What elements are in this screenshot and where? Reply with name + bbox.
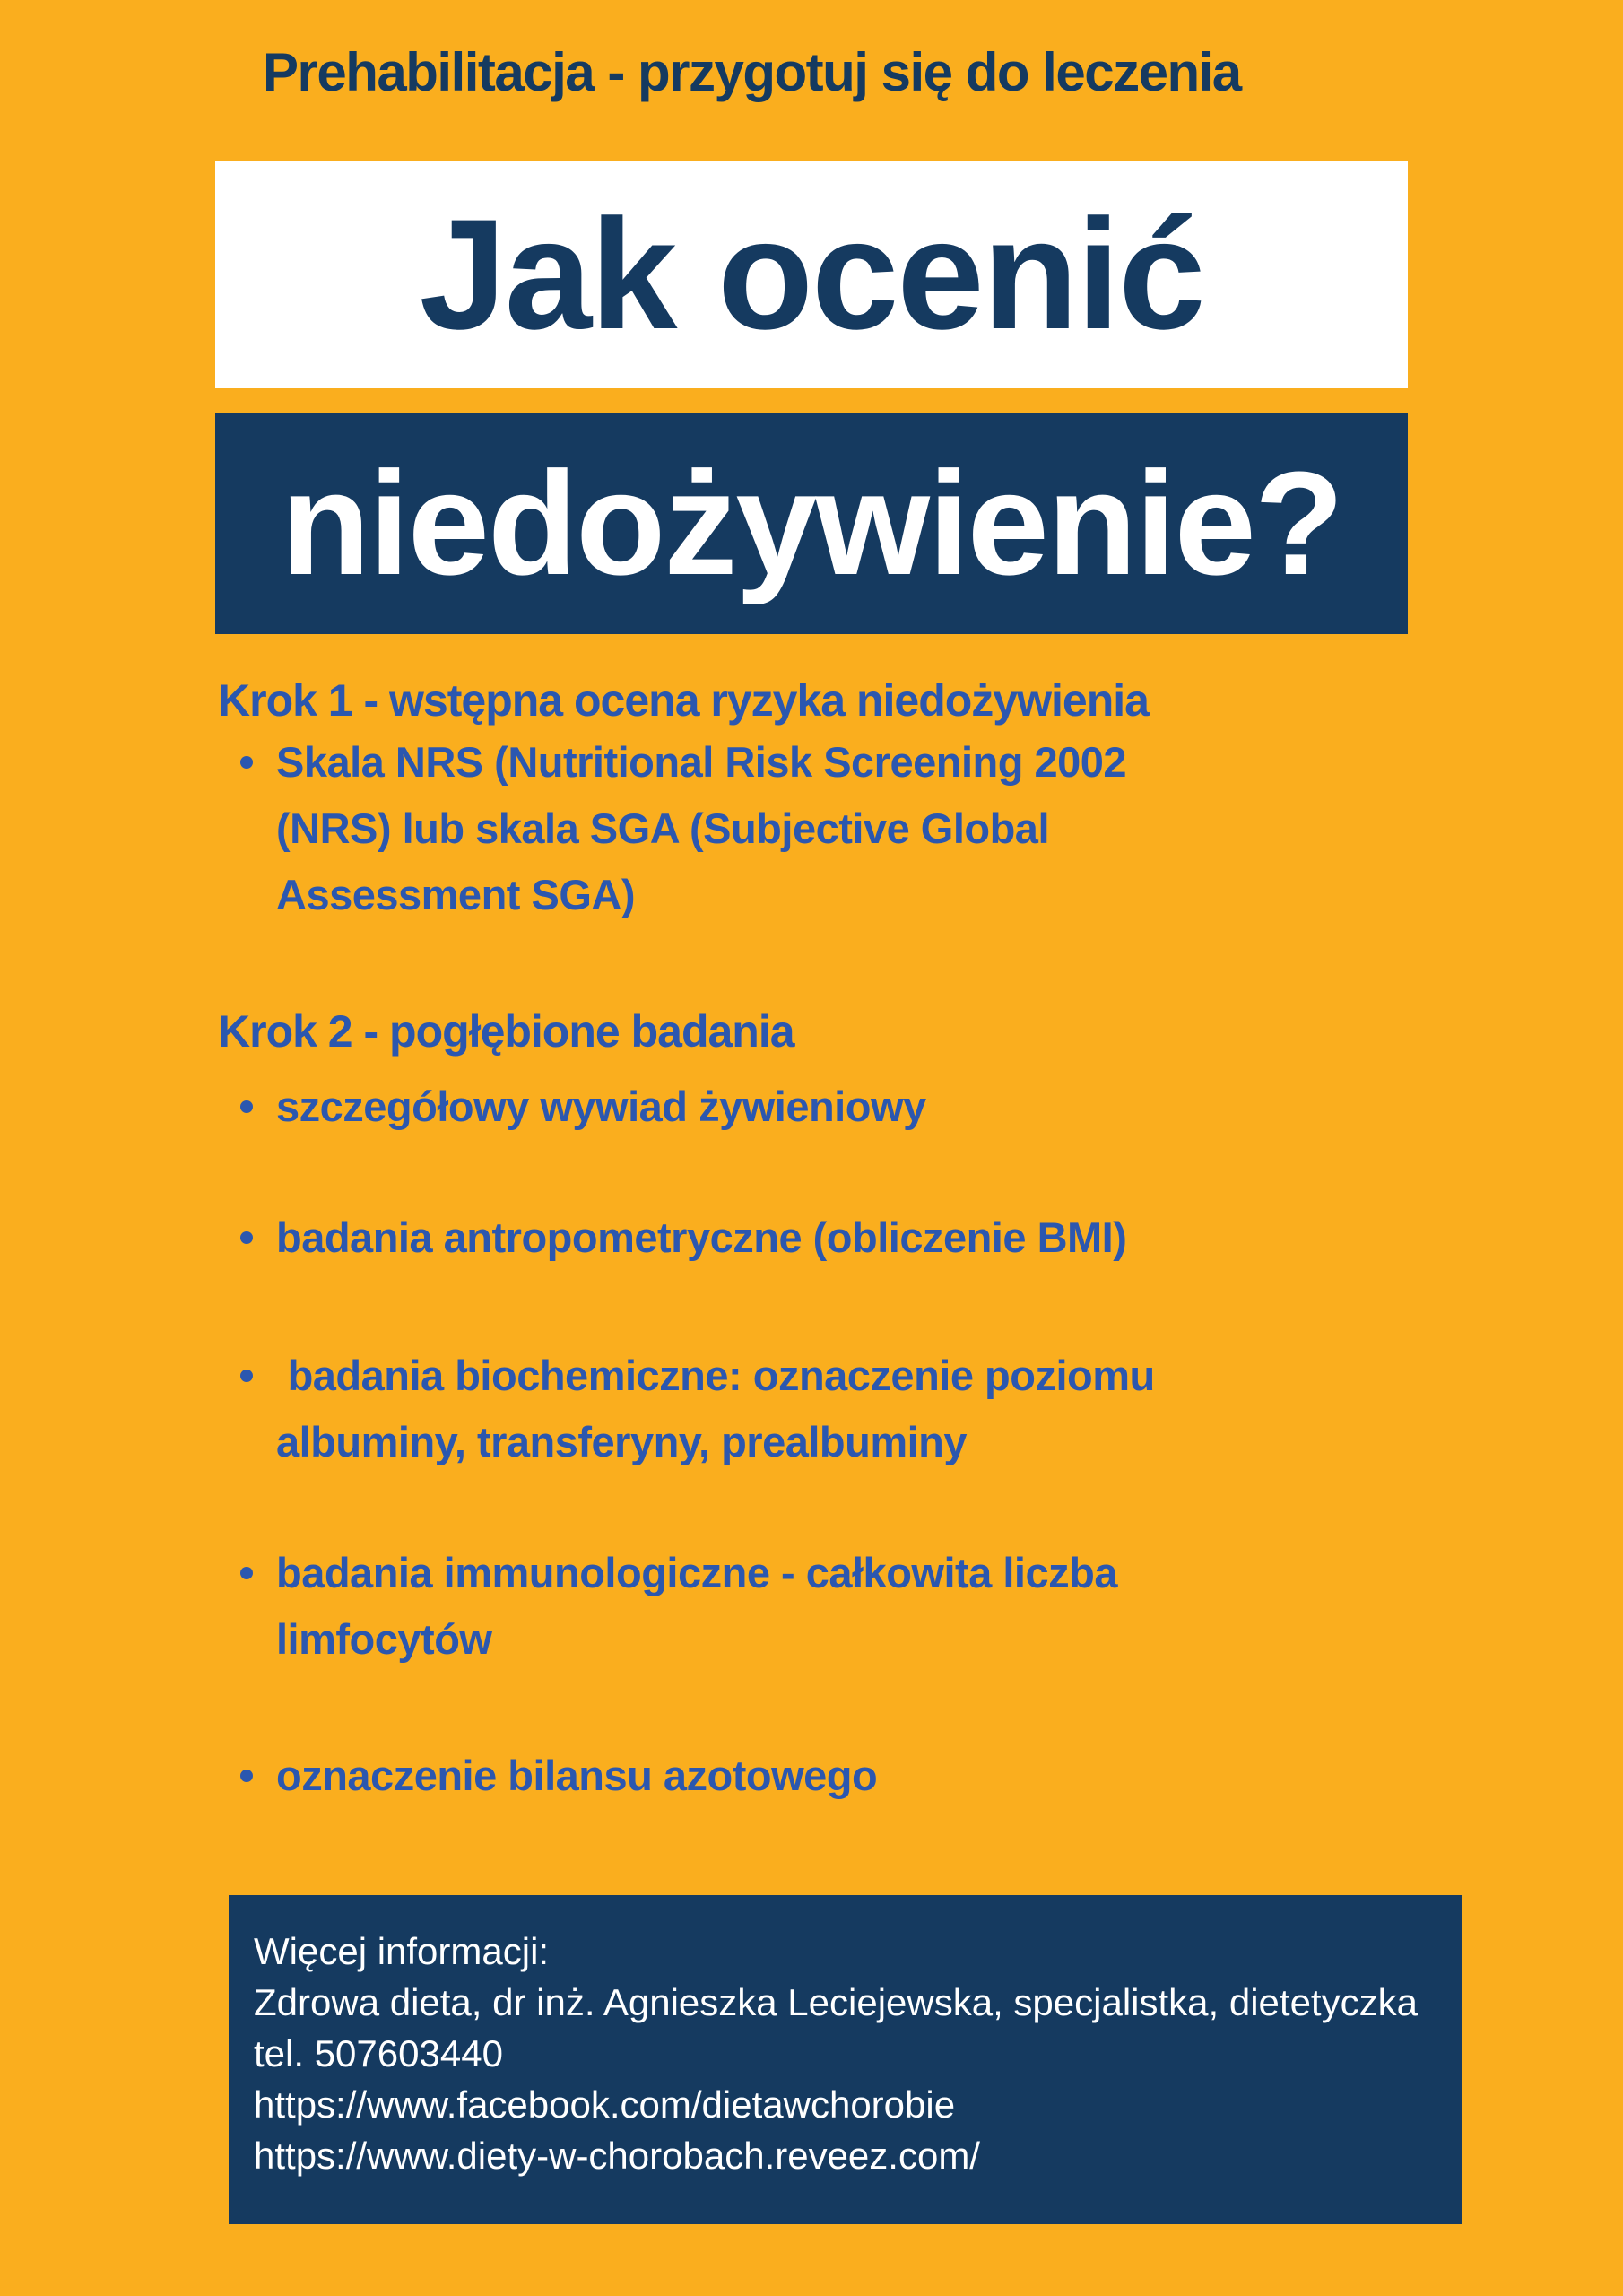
eyebrow-heading: Prehabilitacja - przygotuj się do leczenia <box>263 42 1241 102</box>
footer-box <box>229 1895 1462 2224</box>
bullet-line: Skala NRS (Nutritional Risk Screening 2002 <box>276 738 1127 786</box>
bullet-line: badania antropometryczne (obliczenie BMI) <box>276 1213 1127 1261</box>
poster-title-line1: Jak ocenić <box>419 187 1204 362</box>
poster-title-line2: niedożywienie? <box>281 440 1342 605</box>
section-heading-krok2: Krok 2 - pogłębione badania <box>218 1006 794 1057</box>
bullet-item-skala-nrs <box>240 729 1126 928</box>
footer-line-phone: tel. 507603440 <box>254 2032 503 2074</box>
title-box-bottom <box>215 413 1408 634</box>
title-box-top <box>215 161 1408 388</box>
bullet-line: badania biochemiczne: oznaczenie poziomu <box>276 1352 1155 1399</box>
bullet-item-immunologiczne <box>240 1540 1117 1673</box>
footer-line-more-info: Więcej informacji: <box>254 1930 550 1972</box>
bullet-line: (NRS) lub skala SGA (Subjective Global <box>276 804 1049 852</box>
bullet-dot <box>240 756 253 769</box>
bullet-line: Assessment SGA) <box>276 871 635 918</box>
bullet-item-antropometryczne <box>240 1205 1126 1271</box>
bullet-line: szczegółowy wywiad żywieniowy <box>276 1083 926 1130</box>
bullet-item-biochemiczne <box>240 1343 1155 1475</box>
bullet-dot <box>240 1770 253 1782</box>
footer-line-author: Zdrowa dieta, dr inż. Agnieszka Leciejewska, specjalistka, dietetyczka <box>254 1981 1418 2023</box>
bullet-dot <box>240 1567 253 1579</box>
bullet-line: limfocytów <box>276 1615 492 1663</box>
bullet-text <box>276 1743 877 1809</box>
bullet-line: badania immunologiczne - całkowita liczba <box>276 1549 1117 1596</box>
bullet-text <box>276 729 1126 928</box>
bullet-text <box>276 1074 926 1140</box>
bullet-text <box>276 1540 1117 1673</box>
bullet-dot <box>240 1370 253 1382</box>
bullet-item-wywiad <box>240 1074 926 1140</box>
bullet-dot <box>240 1100 253 1113</box>
bullet-line: albuminy, transferyny, prealbuminy <box>276 1418 968 1465</box>
section-heading-krok1: Krok 1 - wstępna ocena ryzyka niedożywienia <box>218 675 1149 726</box>
bullet-dot <box>240 1231 253 1244</box>
bullet-item-bilans-azotowy <box>240 1743 877 1809</box>
footer-line-website-url: https://www.diety-w-chorobach.reveez.com/ <box>254 2135 980 2177</box>
bullet-line: oznaczenie bilansu azotowego <box>276 1752 878 1799</box>
bullet-text <box>276 1343 1155 1475</box>
footer-line-facebook-url: https://www.facebook.com/dietawchorobie <box>254 2083 956 2126</box>
bullet-text <box>276 1205 1126 1271</box>
